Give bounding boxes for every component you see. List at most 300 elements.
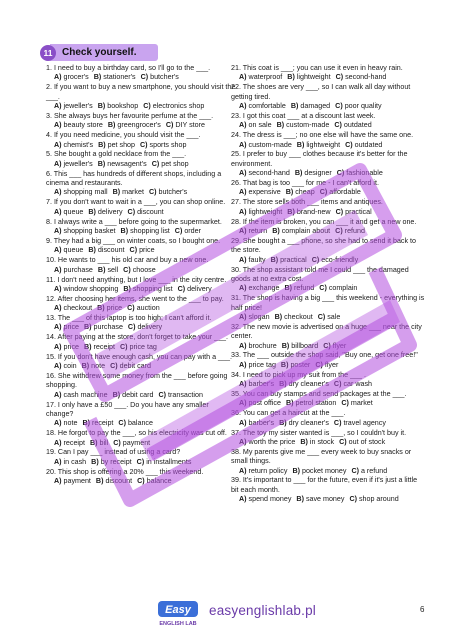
answer-option[interactable] bbox=[54, 343, 79, 351]
answer-option[interactable] bbox=[121, 227, 170, 235]
option-letter: B) bbox=[274, 312, 283, 321]
option-text: shopping list bbox=[132, 284, 173, 293]
option-text: debit card bbox=[122, 390, 154, 399]
answer-option[interactable] bbox=[239, 380, 274, 388]
answer-option[interactable] bbox=[54, 391, 108, 399]
option-letter: C) bbox=[334, 121, 342, 130]
answer-option[interactable] bbox=[54, 141, 93, 149]
option-letter: C) bbox=[177, 284, 186, 293]
option-text: chemist's bbox=[63, 140, 94, 149]
answer-options bbox=[231, 495, 426, 504]
answer-option[interactable] bbox=[84, 323, 123, 331]
answer-option[interactable] bbox=[335, 227, 365, 235]
option-text: practical bbox=[345, 207, 372, 216]
answer-options bbox=[46, 227, 236, 236]
answer-option[interactable] bbox=[351, 467, 387, 475]
answer-option[interactable] bbox=[54, 208, 83, 216]
option-text: receipt bbox=[91, 419, 114, 428]
answer-option[interactable] bbox=[166, 121, 205, 129]
answer-options bbox=[231, 419, 426, 428]
answer-options bbox=[46, 477, 236, 486]
answer-option[interactable] bbox=[141, 73, 179, 81]
option-text: poster bbox=[290, 360, 311, 369]
option-letter: B) bbox=[290, 101, 299, 110]
section-title: Check yourself. bbox=[50, 44, 158, 61]
option-text: price bbox=[139, 246, 155, 255]
answer-option[interactable] bbox=[239, 313, 270, 321]
answer-option[interactable] bbox=[120, 343, 157, 351]
option-text: order bbox=[184, 227, 201, 235]
question-item bbox=[46, 314, 236, 333]
answer-option[interactable] bbox=[143, 102, 204, 110]
answer-option[interactable] bbox=[349, 495, 398, 503]
option-letter: A) bbox=[239, 360, 247, 369]
option-text: barber's bbox=[248, 418, 275, 427]
option-letter: C) bbox=[127, 207, 136, 216]
option-letter: C) bbox=[136, 457, 145, 466]
answer-option[interactable] bbox=[54, 121, 103, 129]
option-text: jeweller's bbox=[63, 101, 93, 110]
question-item bbox=[231, 409, 426, 428]
answer-option[interactable] bbox=[54, 304, 92, 312]
option-letter: A) bbox=[239, 169, 247, 178]
question-text: 5. She bought a gold necklace from the ___. bbox=[46, 150, 187, 159]
option-text: discount bbox=[97, 246, 125, 255]
option-text: beauty store bbox=[63, 121, 103, 130]
question-item bbox=[46, 353, 236, 372]
answer-option[interactable] bbox=[239, 227, 267, 235]
answer-option[interactable] bbox=[291, 102, 330, 110]
option-letter: B) bbox=[112, 390, 121, 399]
answer-option[interactable] bbox=[54, 266, 93, 274]
option-letter: A) bbox=[239, 418, 247, 427]
answer-option[interactable] bbox=[54, 102, 93, 110]
answer-option[interactable] bbox=[110, 362, 151, 370]
option-text: debit card bbox=[119, 361, 151, 370]
answer-option[interactable] bbox=[54, 458, 86, 466]
answer-option[interactable] bbox=[272, 227, 330, 235]
option-letter: A) bbox=[54, 101, 62, 110]
option-text: affordable bbox=[329, 188, 361, 197]
answer-option[interactable] bbox=[239, 467, 287, 475]
answer-option[interactable] bbox=[277, 121, 330, 129]
answer-option[interactable] bbox=[334, 419, 386, 427]
option-text: refund bbox=[294, 284, 315, 293]
question-text: 33. The ___ outside the shop said, "Buy one, get one free!" bbox=[231, 351, 418, 360]
answer-option[interactable] bbox=[54, 439, 85, 447]
question-item bbox=[231, 294, 426, 322]
option-text: poor quality bbox=[344, 101, 382, 110]
answer-option[interactable] bbox=[54, 160, 93, 168]
answer-option[interactable] bbox=[345, 141, 382, 149]
option-text: market bbox=[122, 188, 144, 197]
answer-option[interactable] bbox=[318, 313, 341, 321]
answer-option[interactable] bbox=[98, 266, 118, 274]
option-text: complain bbox=[328, 284, 358, 293]
section-number-badge: 11 bbox=[40, 45, 56, 61]
option-letter: A) bbox=[54, 390, 62, 399]
answer-option[interactable] bbox=[54, 362, 77, 370]
answer-option[interactable] bbox=[108, 121, 161, 129]
answer-option[interactable] bbox=[149, 188, 187, 196]
option-text: outdated bbox=[343, 121, 372, 130]
answer-options bbox=[231, 284, 426, 293]
option-letter: A) bbox=[54, 207, 62, 216]
option-text: pocket money bbox=[301, 466, 347, 475]
question-item bbox=[231, 323, 426, 351]
answer-option[interactable] bbox=[123, 266, 156, 274]
answer-option[interactable] bbox=[54, 419, 77, 427]
svg-text:Easy: Easy bbox=[165, 604, 191, 616]
question-item bbox=[231, 112, 426, 131]
option-letter: A) bbox=[239, 140, 247, 149]
question-item bbox=[231, 64, 426, 83]
option-text: price tag bbox=[248, 360, 276, 369]
option-letter: B) bbox=[112, 188, 121, 197]
option-text: coin bbox=[63, 361, 77, 370]
option-letter: B) bbox=[88, 246, 96, 255]
answer-option[interactable] bbox=[128, 323, 162, 331]
option-letter: A) bbox=[54, 284, 62, 293]
option-text: note bbox=[63, 419, 78, 428]
answer-option[interactable] bbox=[286, 188, 315, 196]
answer-option[interactable] bbox=[239, 342, 277, 350]
option-letter: A) bbox=[54, 121, 62, 130]
option-text: outdated bbox=[354, 140, 383, 149]
answer-option[interactable] bbox=[296, 495, 344, 503]
question-text: 1. I need to buy a birthday card, so I'll go to the ___. bbox=[46, 64, 211, 72]
question-text: 18. He forgot to pay the ___, so his electricity was cut off. bbox=[46, 429, 227, 438]
answer-option[interactable] bbox=[337, 169, 383, 177]
answer-option[interactable] bbox=[118, 419, 153, 427]
answer-option[interactable] bbox=[54, 323, 79, 331]
option-letter: A) bbox=[54, 188, 62, 197]
question-text: 24. The dress is ___; no one else will have the same one. bbox=[231, 131, 414, 140]
option-letter: C) bbox=[323, 341, 331, 350]
option-text: transaction bbox=[168, 390, 203, 399]
option-letter: B) bbox=[284, 284, 293, 293]
option-text: second-hand bbox=[248, 169, 290, 178]
question-item bbox=[231, 83, 426, 111]
answer-option[interactable] bbox=[312, 256, 358, 264]
question-text: 25. I prefer to buy ___ clothes because it's better for the environment. bbox=[231, 150, 408, 168]
answer-option[interactable] bbox=[320, 188, 361, 196]
answer-option[interactable] bbox=[113, 439, 150, 447]
answer-options bbox=[231, 121, 426, 130]
option-letter: B) bbox=[84, 342, 92, 351]
option-text: price bbox=[106, 304, 123, 313]
website-url[interactable]: easyenglishlab.pl bbox=[209, 603, 316, 618]
option-letter: B) bbox=[89, 438, 98, 447]
option-letter: B) bbox=[270, 255, 279, 264]
option-text: damaged bbox=[300, 101, 331, 110]
answer-options bbox=[46, 121, 236, 130]
option-text: bill bbox=[99, 438, 109, 447]
option-letter: A) bbox=[239, 121, 247, 130]
answer-option[interactable] bbox=[239, 141, 292, 149]
option-letter: B) bbox=[97, 265, 106, 274]
option-text: greengrocer's bbox=[117, 121, 161, 130]
answer-option[interactable] bbox=[152, 160, 189, 168]
option-text: designer bbox=[304, 169, 332, 178]
question-text: 35. You can buy stamps and send packages at the ___. bbox=[231, 390, 407, 398]
answer-option[interactable] bbox=[300, 438, 334, 446]
option-letter: C) bbox=[333, 380, 342, 389]
option-text: car wash bbox=[343, 380, 373, 389]
answer-option[interactable] bbox=[82, 362, 105, 370]
option-text: discount bbox=[105, 477, 133, 486]
question-text: 19. Can I pay ___ instead of using a card? bbox=[46, 448, 181, 457]
option-text: DIY store bbox=[175, 121, 205, 130]
option-text: post office bbox=[248, 399, 281, 408]
option-letter: A) bbox=[54, 140, 62, 149]
question-text: 34. I need to pick up my suit from the ___ . bbox=[231, 370, 366, 379]
answer-options bbox=[46, 160, 236, 169]
answer-option[interactable] bbox=[336, 208, 372, 216]
answer-options bbox=[231, 361, 426, 370]
option-text: practical bbox=[280, 255, 307, 264]
answer-option[interactable] bbox=[178, 285, 212, 293]
answer-option[interactable] bbox=[137, 477, 172, 485]
option-letter: C) bbox=[351, 466, 359, 475]
answer-option[interactable] bbox=[54, 227, 116, 235]
answer-option[interactable] bbox=[239, 438, 295, 446]
answer-option[interactable] bbox=[287, 73, 330, 81]
question-text: 11. I don't need anything, but I love ___ in the city centre. bbox=[46, 275, 227, 284]
answer-option[interactable] bbox=[286, 399, 336, 407]
option-text: custom-made bbox=[286, 121, 330, 130]
answer-option[interactable] bbox=[54, 73, 89, 81]
answer-option[interactable] bbox=[239, 102, 286, 110]
answer-option[interactable] bbox=[54, 246, 83, 254]
answer-option[interactable] bbox=[98, 102, 139, 110]
question-item bbox=[231, 448, 426, 476]
option-text: purchase bbox=[93, 323, 123, 332]
questions-left-column bbox=[46, 64, 236, 487]
section-header bbox=[40, 44, 158, 61]
question-item bbox=[46, 295, 236, 314]
answer-option[interactable] bbox=[88, 246, 124, 254]
answer-option[interactable] bbox=[292, 467, 346, 475]
answer-option[interactable] bbox=[334, 380, 372, 388]
option-text: fashionable bbox=[346, 169, 383, 178]
question-text: 27. The store sells both ___ items and antiques. bbox=[231, 198, 383, 207]
answer-option[interactable] bbox=[319, 284, 357, 292]
question-item bbox=[46, 468, 236, 487]
question-text: 30. The shop assistant told me I could ___ the damaged goods at no extra cost. bbox=[231, 265, 409, 283]
question-text: 38. My parents give me ___ every week to buy snacks or small things. bbox=[231, 447, 412, 466]
option-text: checkout bbox=[63, 304, 93, 313]
answer-option[interactable] bbox=[54, 477, 91, 485]
answer-options bbox=[46, 419, 236, 428]
option-text: discount bbox=[137, 207, 164, 216]
option-text: flyer bbox=[332, 341, 347, 350]
option-letter: B) bbox=[287, 73, 295, 82]
option-letter: C) bbox=[319, 188, 328, 197]
answer-option[interactable] bbox=[98, 141, 135, 149]
answer-options bbox=[46, 246, 236, 255]
answer-option[interactable] bbox=[275, 313, 313, 321]
answer-option[interactable] bbox=[82, 419, 113, 427]
answer-option[interactable] bbox=[239, 121, 272, 129]
question-text: 20. This shop is offering a 20% ___ this weekend. bbox=[46, 467, 204, 476]
option-letter: C) bbox=[118, 419, 126, 428]
option-text: grocer's bbox=[63, 73, 89, 82]
answer-option[interactable] bbox=[54, 188, 108, 196]
option-text: butcher's bbox=[150, 73, 179, 82]
option-letter: C) bbox=[165, 121, 174, 130]
answer-option[interactable] bbox=[285, 284, 315, 292]
option-text: second-hand bbox=[345, 73, 387, 82]
answer-option[interactable] bbox=[90, 439, 108, 447]
option-text: jeweller's bbox=[63, 159, 93, 168]
option-text: cash machine bbox=[63, 390, 108, 399]
option-text: brand-new bbox=[296, 207, 331, 216]
answer-option[interactable] bbox=[295, 169, 332, 177]
answer-options bbox=[231, 380, 426, 389]
question-item bbox=[46, 256, 236, 275]
answer-option[interactable] bbox=[175, 227, 201, 235]
answer-option[interactable] bbox=[158, 391, 202, 399]
option-letter: B) bbox=[296, 495, 304, 504]
answer-option[interactable] bbox=[140, 141, 186, 149]
answer-option[interactable] bbox=[335, 102, 381, 110]
answer-option[interactable] bbox=[98, 160, 147, 168]
question-text: 6. This ___ has hundreds of different shops, including a cinema and restaurants. bbox=[46, 169, 222, 188]
option-letter: C) bbox=[113, 438, 121, 447]
answer-option[interactable] bbox=[84, 343, 115, 351]
answer-option[interactable] bbox=[239, 256, 266, 264]
option-letter: B) bbox=[294, 169, 303, 178]
option-letter: A) bbox=[239, 312, 247, 321]
question-text: 21. This coat is ___; you can use it even in heavy rain. bbox=[231, 64, 403, 72]
answer-option[interactable] bbox=[96, 477, 132, 485]
answer-options bbox=[46, 304, 236, 313]
answer-options bbox=[231, 73, 426, 82]
option-text: brochure bbox=[248, 341, 277, 350]
page-footer bbox=[0, 596, 452, 632]
question-text: 26. That bag is too ___ for me - I can't afford it. bbox=[231, 179, 379, 188]
answer-option[interactable] bbox=[91, 458, 132, 466]
option-text: dry cleaner's bbox=[288, 380, 329, 389]
answer-option[interactable] bbox=[239, 419, 274, 427]
option-letter: B) bbox=[81, 361, 90, 370]
question-text: 32. The new movie is advertised on a huge ___ near the city center. bbox=[231, 322, 422, 341]
answer-option[interactable] bbox=[123, 285, 172, 293]
answer-option[interactable] bbox=[137, 458, 192, 466]
option-text: price bbox=[63, 342, 80, 351]
answer-options bbox=[46, 343, 236, 352]
question-item bbox=[46, 218, 236, 237]
option-text: shopping basket bbox=[63, 227, 116, 235]
answer-option[interactable] bbox=[239, 495, 291, 503]
option-letter: A) bbox=[54, 265, 62, 274]
answer-option[interactable] bbox=[239, 208, 282, 216]
answer-option[interactable] bbox=[323, 342, 346, 350]
answer-option[interactable] bbox=[339, 438, 385, 446]
answer-options bbox=[46, 439, 236, 448]
answer-option[interactable] bbox=[239, 361, 276, 369]
answer-options bbox=[46, 266, 236, 275]
answer-option[interactable] bbox=[279, 419, 329, 427]
option-text: out of stock bbox=[348, 437, 386, 446]
option-text: balance bbox=[127, 419, 153, 428]
option-letter: A) bbox=[54, 438, 62, 447]
answer-option[interactable] bbox=[334, 121, 371, 129]
option-letter: A) bbox=[54, 419, 62, 428]
question-text: 4. If you need medicine, you should visit the ___. bbox=[46, 131, 201, 140]
question-item bbox=[231, 218, 426, 237]
answer-option[interactable] bbox=[281, 361, 310, 369]
answer-options bbox=[46, 323, 236, 332]
option-letter: C) bbox=[315, 360, 323, 369]
question-item bbox=[46, 372, 236, 400]
option-text: sell bbox=[107, 265, 119, 274]
answer-options bbox=[231, 188, 426, 197]
answer-options bbox=[46, 73, 236, 82]
answer-option[interactable] bbox=[239, 284, 280, 292]
answer-option[interactable] bbox=[279, 380, 329, 388]
answer-option[interactable] bbox=[97, 304, 122, 312]
page-number: 6 bbox=[420, 605, 425, 614]
answer-option[interactable] bbox=[297, 141, 340, 149]
answer-option[interactable] bbox=[239, 169, 290, 177]
option-letter: B) bbox=[97, 304, 105, 313]
answer-options bbox=[231, 438, 426, 447]
option-letter: C) bbox=[137, 477, 145, 486]
option-letter: B) bbox=[280, 360, 289, 369]
answer-option[interactable] bbox=[88, 208, 122, 216]
answer-options bbox=[46, 188, 236, 197]
option-letter: B) bbox=[279, 380, 287, 389]
option-text: sports shop bbox=[149, 140, 187, 149]
answer-option[interactable] bbox=[341, 399, 372, 407]
option-text: pet shop bbox=[107, 140, 136, 149]
option-text: expensive bbox=[248, 188, 281, 197]
answer-options bbox=[46, 458, 236, 467]
answer-option[interactable] bbox=[282, 342, 319, 350]
svg-text:ENGLISH LAB: ENGLISH LAB bbox=[159, 621, 197, 627]
option-letter: C) bbox=[123, 265, 131, 274]
answer-options bbox=[231, 313, 426, 322]
answer-option[interactable] bbox=[336, 73, 387, 81]
option-letter: B) bbox=[98, 140, 106, 149]
answer-options bbox=[46, 391, 236, 400]
answer-option[interactable] bbox=[287, 208, 330, 216]
answer-option[interactable] bbox=[239, 73, 282, 81]
answer-options bbox=[46, 141, 236, 150]
question-text: 29. She bought a ___ phone, so she had to send it back to the store. bbox=[231, 236, 417, 255]
answer-option[interactable] bbox=[54, 285, 118, 293]
answer-option[interactable] bbox=[94, 73, 136, 81]
answer-option[interactable] bbox=[239, 399, 281, 407]
option-text: a refund bbox=[360, 466, 388, 475]
question-text: 10. He wants to ___ his old car and buy a new one. bbox=[46, 256, 209, 265]
option-letter: A) bbox=[239, 437, 247, 446]
answer-option[interactable] bbox=[315, 361, 338, 369]
option-text: shop around bbox=[358, 495, 399, 504]
answer-option[interactable] bbox=[239, 188, 281, 196]
answer-option[interactable] bbox=[128, 208, 164, 216]
question-item bbox=[231, 198, 426, 217]
option-text: refund bbox=[344, 227, 365, 235]
answer-option[interactable] bbox=[271, 256, 307, 264]
option-letter: A) bbox=[54, 227, 62, 235]
answer-option[interactable] bbox=[130, 246, 155, 254]
answer-option[interactable] bbox=[113, 391, 154, 399]
answer-option[interactable] bbox=[127, 304, 160, 312]
answer-option[interactable] bbox=[113, 188, 144, 196]
